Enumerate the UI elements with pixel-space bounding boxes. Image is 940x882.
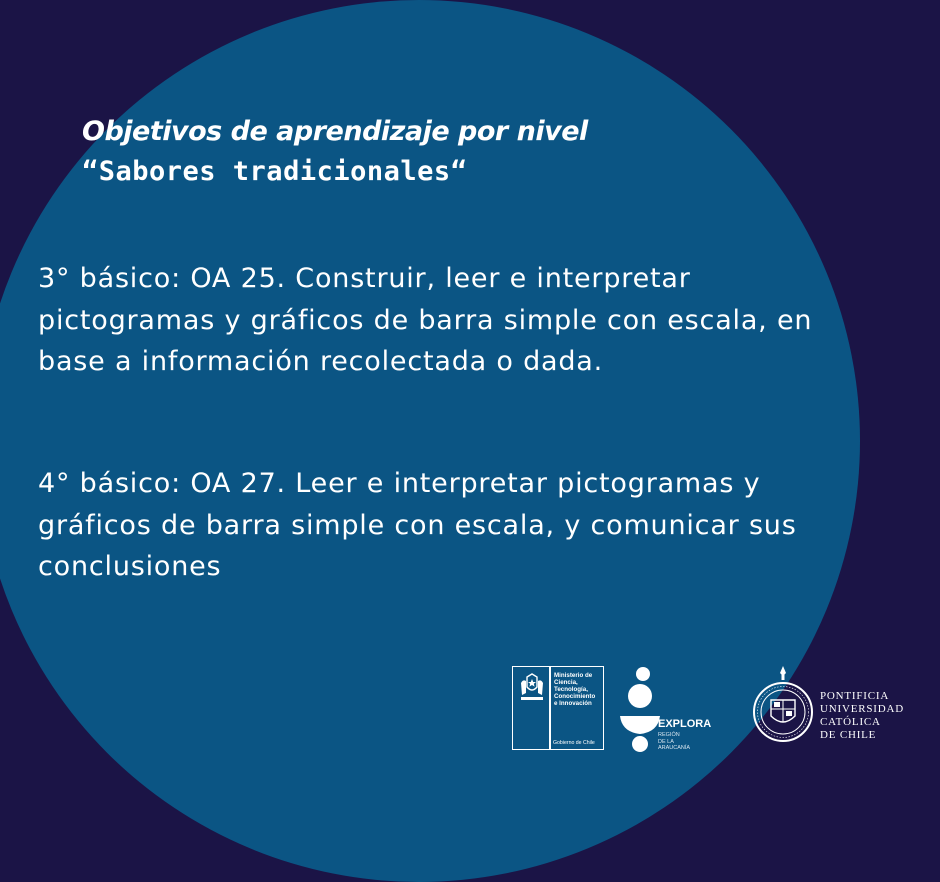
gobierno-de-chile-label: Gobierno de Chile bbox=[553, 740, 595, 746]
explora-name: EXPLORA bbox=[658, 718, 712, 730]
objective-3-basico: 3° básico: OA 25. Construir, leer e interpretar pictogramas y gráficos de barra simple con escala, en base a información recolectada o dada. bbox=[38, 263, 813, 377]
page-subtitle: “Sabores tradicionales“ bbox=[82, 156, 468, 187]
puc-seal-icon bbox=[752, 664, 814, 750]
explora-region: REGIÓN DE LA ARAUCANÍA bbox=[658, 732, 691, 751]
objective-4-basico: 4° básico: OA 27. Leer e interpretar pictogramas y gráficos de barra simple con escala, y comunicar sus conclusiones bbox=[38, 468, 797, 582]
chile-coat-of-arms-icon bbox=[518, 673, 546, 703]
ministerio-name: Ministerio de Ciencia, Tecnología, Conocimiento e Innovación bbox=[554, 672, 596, 707]
page-title: Objetivos de aprendizaje por nivel bbox=[82, 116, 588, 147]
puc-name: PONTIFICIA UNIVERSIDAD CATÓLICA DE CHILE bbox=[820, 690, 904, 741]
explora-figure-icon bbox=[618, 666, 660, 754]
ministerio-ciencia-logo bbox=[512, 666, 604, 750]
ministerio-divider bbox=[549, 667, 551, 749]
explora-logo bbox=[618, 666, 712, 758]
